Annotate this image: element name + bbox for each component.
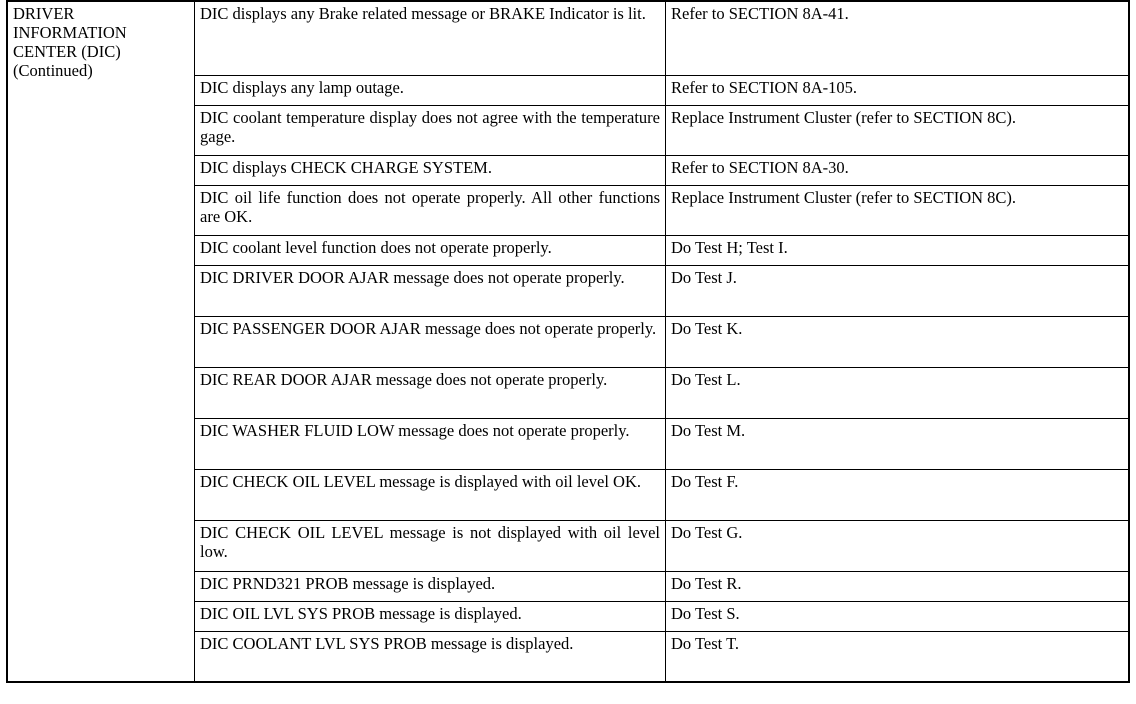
action-cell: Do Test K.: [666, 317, 1130, 368]
section-label-line-3: CENTER (DIC): [13, 42, 121, 61]
condition-cell: DIC OIL LVL SYS PROB message is displayed.: [195, 602, 666, 632]
action-cell: Do Test H; Test I.: [666, 236, 1130, 266]
table-row: [7, 1, 1129, 76]
condition-cell: DIC displays CHECK CHARGE SYSTEM.: [195, 156, 666, 186]
condition-cell: DIC DRIVER DOOR AJAR message does not operate properly.: [195, 266, 666, 317]
condition-cell: DIC REAR DOOR AJAR message does not operate properly.: [195, 368, 666, 419]
action-cell: Replace Instrument Cluster (refer to SECTION 8C).: [666, 186, 1130, 236]
action-cell: Do Test F.: [666, 470, 1130, 521]
condition-cell: DIC PRND321 PROB message is displayed.: [195, 572, 666, 602]
condition-cell: DIC COOLANT LVL SYS PROB message is displayed.: [195, 632, 666, 683]
action-cell: Refer to SECTION 8A-41.: [666, 1, 1130, 76]
condition-cell: DIC coolant temperature display does not agree with the temperature gage.: [195, 106, 666, 156]
action-cell: Replace Instrument Cluster (refer to SECTION 8C).: [666, 106, 1130, 156]
condition-cell: DIC CHECK OIL LEVEL message is displayed with oil level OK.: [195, 470, 666, 521]
action-cell: Do Test R.: [666, 572, 1130, 602]
diagnostic-table: [6, 0, 1130, 683]
condition-cell: DIC displays any Brake related message or BRAKE Indicator is lit.: [195, 1, 666, 76]
table-body: [7, 1, 1129, 682]
action-cell: Do Test J.: [666, 266, 1130, 317]
condition-cell: DIC displays any lamp outage.: [195, 76, 666, 106]
section-label-line-4: (Continued): [13, 61, 93, 80]
action-cell: Do Test G.: [666, 521, 1130, 572]
section-label-cell: [7, 1, 195, 682]
section-label-line-2: INFORMATION: [13, 23, 127, 42]
condition-cell: DIC oil life function does not operate properly. All other functions are OK.: [195, 186, 666, 236]
action-cell: Refer to SECTION 8A-105.: [666, 76, 1130, 106]
section-label-line-1: DRIVER: [13, 4, 75, 23]
condition-cell: DIC CHECK OIL LEVEL message is not displayed with oil level low.: [195, 521, 666, 572]
condition-cell: DIC WASHER FLUID LOW message does not operate properly.: [195, 419, 666, 470]
action-cell: Do Test L.: [666, 368, 1130, 419]
condition-cell: DIC PASSENGER DOOR AJAR message does not operate properly.: [195, 317, 666, 368]
action-cell: Refer to SECTION 8A-30.: [666, 156, 1130, 186]
action-cell: Do Test M.: [666, 419, 1130, 470]
action-cell: Do Test T.: [666, 632, 1130, 683]
condition-cell: DIC coolant level function does not operate properly.: [195, 236, 666, 266]
action-cell: Do Test S.: [666, 602, 1130, 632]
